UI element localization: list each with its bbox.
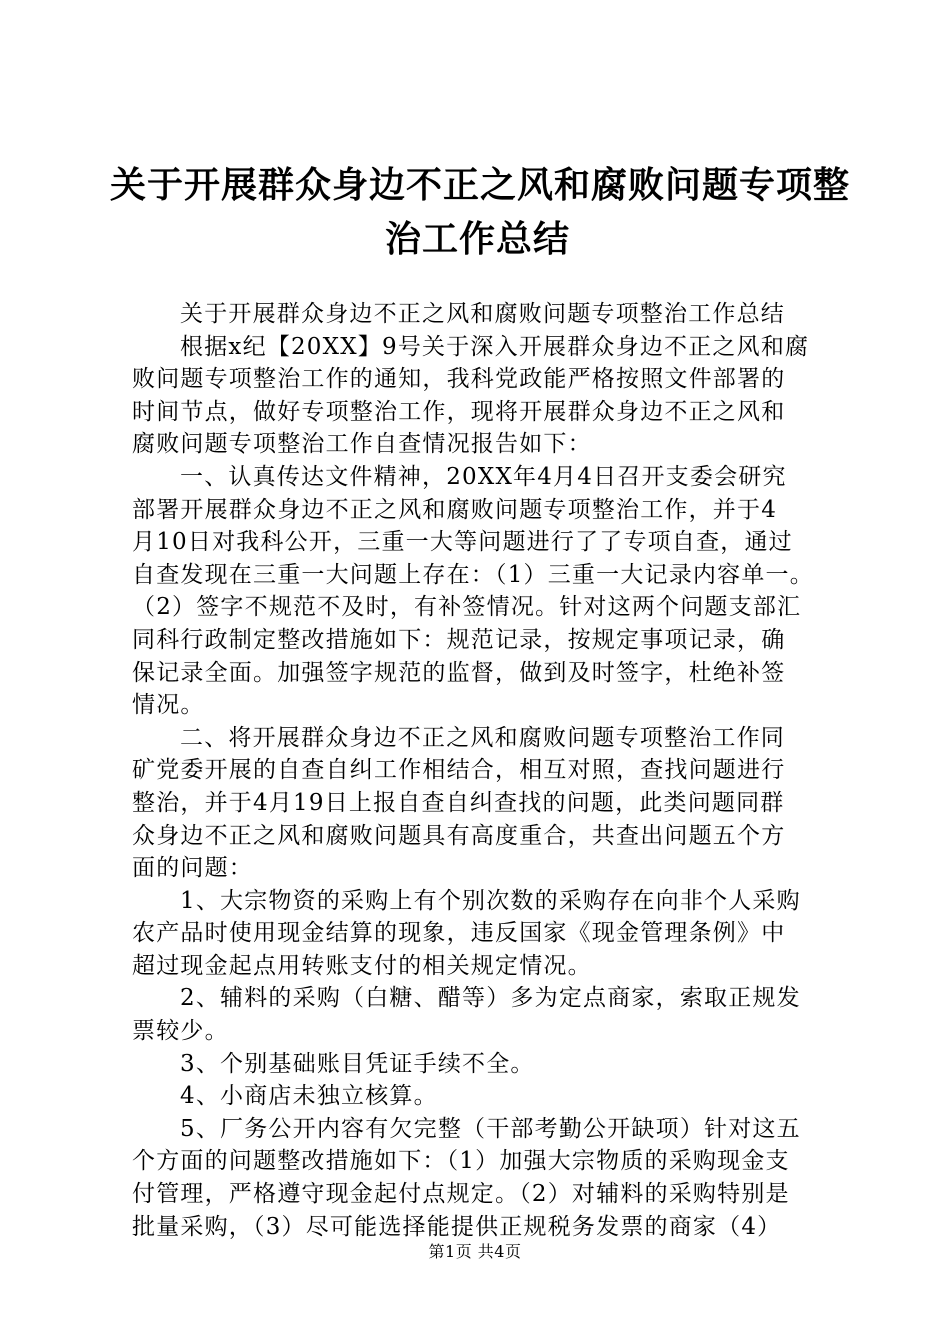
body-line: 腐败问题专项整治工作自查情况报告如下： — [132, 431, 592, 458]
body-line: 二、将开展群众身边不正之风和腐败问题专项整治工作同 — [180, 724, 785, 751]
body-line: 4、小商店未独立核算。 — [180, 1083, 438, 1110]
body-line: 根据x纪【20XX】9号关于深入开展群众身边不正之风和腐 — [180, 333, 810, 360]
body-line: 部署开展群众身边不正之风和腐败问题专项整治工作，并于4 — [132, 496, 778, 523]
body-line: 整治，并于4月19日上报自查自纠查找的问题，此类问题同群 — [132, 789, 785, 816]
document-body — [132, 298, 832, 1243]
body-line: 保记录全面。加强签字规范的监督，做到及时签字，杜绝补签 — [132, 659, 786, 686]
body-line: 众身边不正之风和腐败问题具有高度重合，共查出问题五个方 — [132, 822, 786, 849]
body-line: 月10日对我科公开，三重一大等问题进行了了专项自查，通过 — [132, 529, 793, 556]
body-line: 超过现金起点用转账支付的相关规定情况。 — [132, 952, 592, 979]
body-line: 关于开展群众身边不正之风和腐败问题专项整治工作总结 — [180, 301, 785, 327]
body-line: （2）签字不规范不及时，有补签情况。针对这两个问题支部汇 — [132, 594, 802, 621]
title-line-2: 治工作总结 — [384, 218, 570, 260]
body-line: 票较少。 — [132, 1018, 229, 1045]
body-line: 1、大宗物资的采购上有个别次数的采购存在向非个人采购 — [180, 887, 801, 914]
body-line: 面的问题： — [132, 855, 253, 882]
body-line: 付管理，严格遵守现金起付点规定。（2）对辅料的采购特别是 — [132, 1181, 790, 1208]
body-line: 自查发现在三重一大问题上存在：（1）三重一大记录内容单一。 — [132, 561, 814, 588]
body-line: 情况。 — [132, 692, 205, 719]
body-line: 败问题专项整治工作的通知，我科党政能严格按照文件部署的 — [132, 366, 786, 393]
body-line: 批量采购，（3）尽可能选择能提供正规税务发票的商家（4） — [132, 1213, 782, 1240]
body-line: 5、厂务公开内容有欠完整（干部考勤公开缺项）针对这五 — [180, 1115, 801, 1142]
body-line: 农产品时使用现金结算的现象，违反国家《现金管理条例》中 — [132, 920, 786, 947]
document-title — [110, 158, 851, 266]
title-line-1: 关于开展群众身边不正之风和腐败问题专项整 — [110, 164, 851, 206]
body-line: 3、个别基础账目凭证手续不全。 — [180, 1050, 535, 1077]
body-line: 一、认真传达文件精神，20XX年4月4日召开支委会研究 — [180, 463, 787, 490]
body-line: 个方面的问题整改措施如下：（1）加强大宗物质的采购现金支 — [132, 1148, 790, 1175]
body-line: 同科行政制定整改措施如下：规范记录，按规定事项记录，确 — [132, 626, 786, 653]
page-footer: 第1页 共4页 — [428, 1242, 522, 1261]
body-line: 矿党委开展的自查自纠工作相结合，相互对照，查找问题进行 — [132, 757, 786, 784]
body-line: 2、辅料的采购（白糖、醋等）多为定点商家，索取正规发 — [180, 985, 801, 1012]
body-line: 时间节点，做好专项整治工作，现将开展群众身边不正之风和 — [132, 398, 786, 425]
